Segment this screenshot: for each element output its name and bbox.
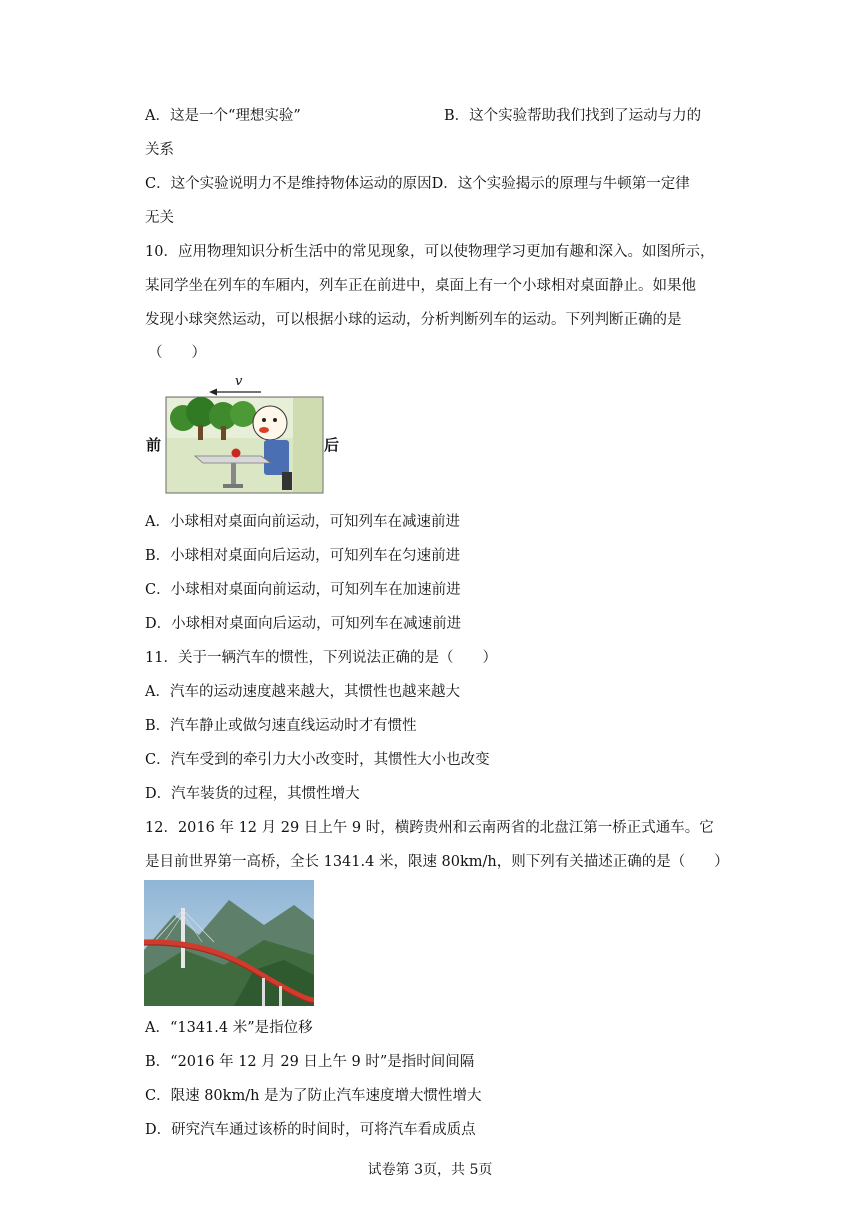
velocity-label: v [235, 374, 243, 389]
q12-bridge-photo [144, 880, 314, 1006]
q10-stem-line-3: 发现小球突然运动，可以根据小球的运动，分析判断列车的运动。下列判断正确的是 [145, 312, 682, 328]
q10-stem-line-2: 某同学坐在列车的车厢内，列车正在前进中，桌面上有一个小球相对桌面静止。如果他 [145, 278, 696, 294]
page-footer: 试卷第 3页，共 5页 [367, 1162, 493, 1178]
q12-option-b: B．“2016 年 12 月 29 日上午 9 时”是指时间间隔 [145, 1054, 475, 1070]
q9-option-b-continued: 关系 [145, 142, 174, 158]
q10-option-d: D．小球相对桌面向后运动，可知列车在减速前进 [145, 616, 462, 632]
q11-option-a: A．汽车的运动速度越来越大，其惯性也越来越大 [145, 684, 460, 700]
q12-option-c: C．限速 80km/h 是为了防止汽车速度增大惯性增大 [145, 1088, 482, 1104]
front-label: 前 [146, 436, 162, 454]
q12-stem-line-2: 是目前世界第一高桥，全长 1341.4 米，限速 80km/h，则下列有关描述正确的是（ ） [145, 854, 729, 870]
q11-option-b: B．汽车静止或做匀速直线运动时才有惯性 [145, 718, 417, 734]
q12-option-a: A．“1341.4 米”是指位移 [145, 1020, 313, 1036]
q9-option-b: B．这个实验帮助我们找到了运动与力的 [444, 108, 702, 124]
q10-option-c: C．小球相对桌面向前运动，可知列车在加速前进 [145, 582, 461, 598]
q10-option-a: A．小球相对桌面向前运动，可知列车在减速前进 [145, 514, 460, 530]
q10-answer-bracket: （ ） [148, 345, 206, 361]
q11-option-d: D．汽车装货的过程，其惯性增大 [145, 786, 360, 802]
q9-option-a: A．这是一个“理想实验” [145, 108, 301, 124]
q11-option-c: C．汽车受到的牵引力大小改变时，其惯性大小也改变 [145, 752, 490, 768]
q12-option-d: D．研究汽车通过该桥的时间时，可将汽车看成质点 [145, 1122, 476, 1138]
q10-train-figure [143, 370, 343, 498]
back-label: 后 [324, 436, 340, 454]
q11-stem: 11．关于一辆汽车的惯性，下列说法正确的是（ ） [145, 650, 497, 666]
q10-stem-line-1: 10．应用物理知识分析生活中的常见现象，可以使物理学习更加有趣和深入。如图所示， [145, 244, 715, 260]
q9-option-d-continued: 无关 [145, 210, 174, 226]
q9-option-c-d: C．这个实验说明力不是维持物体运动的原因D．这个实验揭示的原理与牛顿第一定律 [145, 176, 690, 192]
q10-option-b: B．小球相对桌面向后运动，可知列车在匀速前进 [145, 548, 461, 564]
q12-stem-line-1: 12．2016 年 12 月 29 日上午 9 时，横跨贵州和云南两省的北盘江第一桥正式通车。它 [145, 820, 714, 836]
